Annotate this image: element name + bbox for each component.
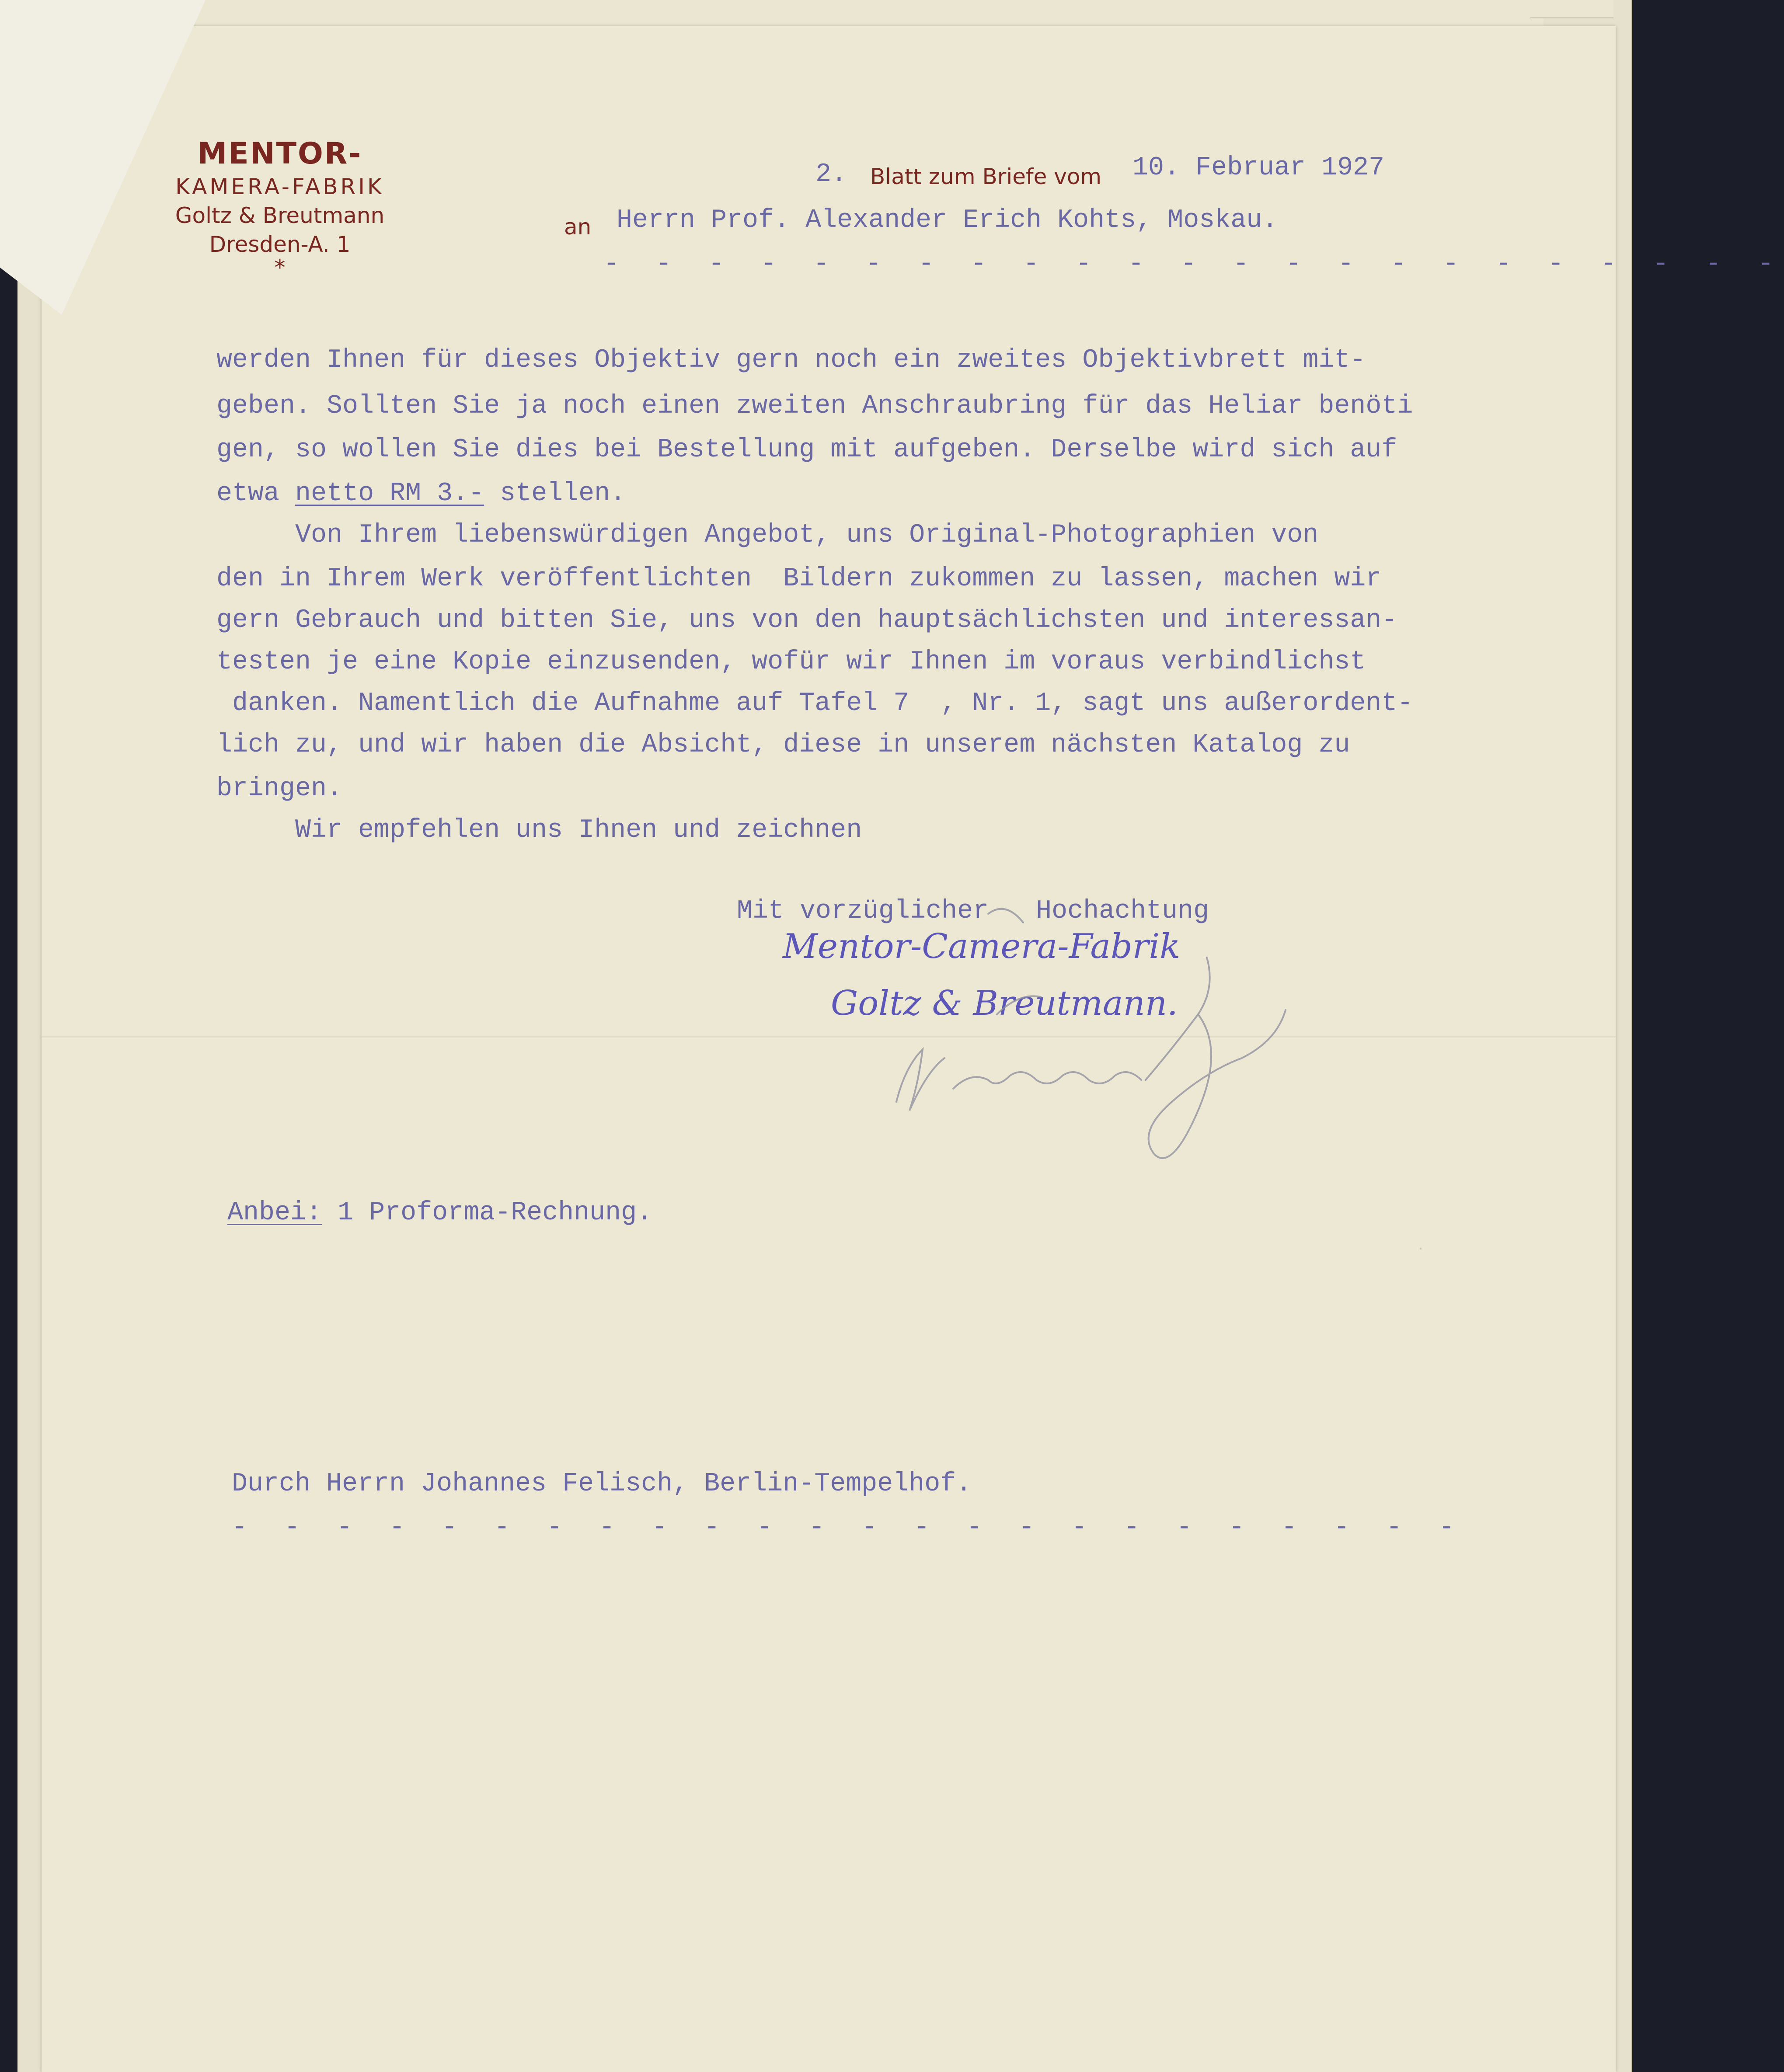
body-line: lich zu, und wir haben die Absicht, diese in unserem nächsten Katalog zu [216, 730, 1350, 760]
paper-fold [42, 1036, 1616, 1039]
enclosure-label: Anbei: [227, 1198, 322, 1228]
letterhead-owners: Goltz & Breutmann [175, 203, 385, 228]
body-line: gen, so wollen Sie dies bei Bestellung mit aufgeben. Derselbe wird sich auf [216, 435, 1397, 465]
enclosure-line [227, 1198, 652, 1228]
body-line-price [216, 479, 626, 508]
enclosure-text: 1 Proforma-Rechnung. [338, 1198, 653, 1228]
body-line: den in Ihrem Werk veröffentlichten Bildern zukommen zu lassen, machen wir [216, 564, 1382, 594]
letterhead-subtitle: KAMERA-FABRIK [175, 174, 384, 199]
letterhead-city: Dresden-A. 1 [209, 232, 351, 257]
recipient: Herrn Prof. Alexander Erich Kohts, Moskau. [617, 205, 1278, 235]
delivery-note: Durch Herrn Johannes Felisch, Berlin-Tempelhof. [232, 1469, 972, 1499]
body-line: geben. Sollten Sie ja noch einen zweiten Anschraubring für das Heliar benöti [216, 391, 1413, 421]
company-stamp-line2: Goltz & Breutmann. [831, 984, 1178, 1023]
handwritten-signature [866, 883, 1338, 1189]
delivery-rule: - - - - - - - - - - - - - - - - - - - - - - - - [232, 1513, 1465, 1543]
company-stamp-line1: Mentor-Camera-Fabrik [783, 927, 1181, 966]
closing-greeting: Mit vorzüglicher Hochachtung [737, 896, 1209, 926]
to-label: an [564, 214, 592, 240]
header-rule: - - - - - - - - - - - - - - - - - - - - - - - [603, 249, 1784, 279]
letterhead-company: MENTOR- [197, 136, 362, 171]
body-line: Von Ihrem liebenswürdigen Angebot, uns Original-Photographien von [216, 520, 1319, 550]
letter-page [42, 26, 1616, 2072]
price-suffix: stellen. [500, 479, 626, 508]
body-line: werden Ihnen für dieses Objektiv gern noch ein zweites Objektivbrett mit- [216, 345, 1366, 375]
price-amount: netto RM 3.- [295, 479, 484, 508]
letter-date: 10. Februar 1927 [1132, 153, 1385, 183]
body-line: danken. Namentlich die Aufnahme auf Tafel 7 , Nr. 1, sagt uns außerordent- [216, 689, 1413, 718]
sheet-label: Blatt zum Briefe vom [870, 164, 1102, 189]
price-prefix: etwa [216, 479, 280, 508]
sheet-number: 2. [815, 160, 847, 189]
margin-mark: · [1417, 1242, 1425, 1257]
body-line: testen je eine Kopie einzusenden, wofür wir Ihnen im voraus verbindlichst [216, 647, 1366, 677]
letterhead-star: * [274, 255, 286, 280]
letterhead [144, 136, 415, 280]
body-line: bringen. [216, 774, 343, 804]
stacked-page-edge [1530, 0, 1613, 18]
body-line: gern Gebrauch und bitten Sie, uns von den hauptsächlichsten und interessan- [216, 606, 1397, 635]
body-line: Wir empfehlen uns Ihnen und zeichnen [216, 815, 862, 845]
